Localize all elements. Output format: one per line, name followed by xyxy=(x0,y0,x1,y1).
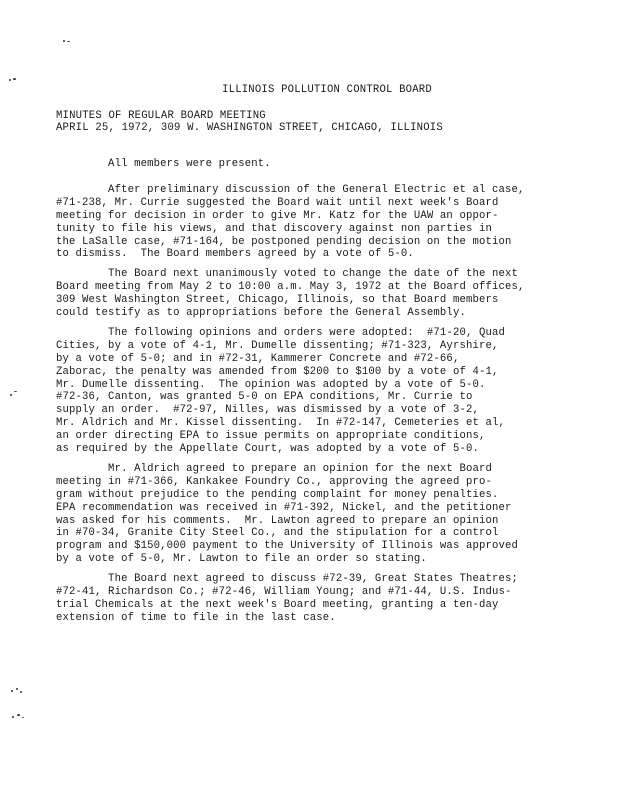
text-line: The Board next agreed to discuss #72-39, Great States Theatres; xyxy=(56,573,519,585)
text-line: the LaSalle case, #71-164, be postponed pending decision on the motion xyxy=(56,235,512,248)
text-line: Mr. Aldrich and Mr. Kissel dissenting. In #72-147, Cemeteries et al, xyxy=(56,417,506,430)
scan-speck xyxy=(63,40,65,42)
text-line: could testify as to appropriations before the General Assembly. xyxy=(56,306,466,319)
text-line: tunity to file his views, and that discovery against non parties in xyxy=(56,222,492,235)
text-line: extension of time to file in the last case. xyxy=(56,611,336,624)
text-line: 309 West Washington Street, Chicago, Illinois, so that Board members xyxy=(56,293,499,306)
scan-speck xyxy=(10,394,12,396)
text-line: Mr. Aldrich agreed to prepare an opinion for the next Board xyxy=(56,463,492,475)
paragraph-next-week-discussion xyxy=(56,573,576,625)
paragraph-general-electric xyxy=(56,184,576,261)
text-line: #72-36, Canton, was granted 5-0 on EPA conditions, Mr. Currie to xyxy=(56,391,473,404)
text-line: All members were present. xyxy=(56,158,271,170)
text-line: EPA recommendation was received in #71-392, Nickel, and the petitioner xyxy=(56,501,512,514)
text-line: meeting for decision in order to give Mr. Katz for the UAW an oppor- xyxy=(56,209,499,222)
text-line: gram without prejudice to the pending complaint for money penalties. xyxy=(56,488,499,501)
text-line: program and $150,000 payment to the University of Illinois was approved xyxy=(56,540,519,553)
text-line: trial Chemicals at the next week's Board meeting, granting a ten-day xyxy=(56,598,499,611)
paragraph-opinions-adopted xyxy=(56,327,576,456)
scan-speck xyxy=(14,391,17,392)
scan-speck xyxy=(20,691,22,693)
scan-speck xyxy=(22,717,24,718)
scan-speck xyxy=(17,714,20,716)
text-line: to dismiss. The Board members agreed by a vote of 5-0. xyxy=(56,248,414,261)
text-line: an order directing EPA to issue permits on appropriate conditions, xyxy=(56,430,486,443)
text-line: The following opinions and orders were adopted: #71-20, Quad xyxy=(56,327,506,339)
text-line: The Board next unanimously voted to change the date of the next xyxy=(56,268,519,280)
scan-speck xyxy=(67,41,70,42)
meeting-date-location: APRIL 25, 1972, 309 W. WASHINGTON STREET, CHICAGO, ILLINOIS xyxy=(56,122,443,134)
scan-speck xyxy=(11,690,13,692)
scan-speck xyxy=(9,79,11,81)
paragraph-attendance xyxy=(56,158,576,171)
text-line: supply an order. #72-97, Nilles, was dismissed by a vote of 3-2, xyxy=(56,404,479,417)
text-line: #71-238, Mr. Currie suggested the Board wait until next week's Board xyxy=(56,196,499,209)
text-line: Mr. Dumelle dissenting. The opinion was adopted by a vote of 5-0. xyxy=(56,378,486,391)
text-line: in #70-34, Granite City Steel Co., and the stipulation for a control xyxy=(56,527,499,540)
text-line: by a vote of 5-0, Mr. Lawton to file an order so stating. xyxy=(56,553,427,566)
scan-speck xyxy=(16,688,18,690)
document-title: ILLINOIS POLLUTION CONTROL BOARD xyxy=(222,84,432,96)
text-line: After preliminary discussion of the General Electric et al case, xyxy=(56,184,525,196)
scan-speck xyxy=(13,78,16,80)
text-line: by a vote of 5-0; and in #72-31, Kammerer Concrete and #72-66, xyxy=(56,352,460,365)
text-line: as required by the Appellate Court, was adopted by a vote of 5-0. xyxy=(56,443,479,456)
paragraph-aldrich-opinion xyxy=(56,463,576,566)
text-line: Cities, by a vote of 4-1, Mr. Dumelle dissenting; #71-323, Ayrshire, xyxy=(56,339,499,352)
text-line: Zaborac, the penalty was amended from $200 to $100 by a vote of 4-1, xyxy=(56,365,499,378)
text-line: Board meeting from May 2 to 10:00 a.m. May 3, 1972 at the Board offices, xyxy=(56,280,525,293)
scan-speck xyxy=(12,716,14,718)
minutes-heading: MINUTES OF REGULAR BOARD MEETING xyxy=(56,110,266,122)
paragraph-meeting-date-change xyxy=(56,268,576,320)
text-line: #72-41, Richardson Co.; #72-46, William Young; and #71-44, U.S. Indus- xyxy=(56,585,512,598)
text-line: was asked for his comments. Mr. Lawton agreed to prepare an opinion xyxy=(56,514,499,527)
text-line: meeting in #71-366, Kankakee Foundry Co., approving the agreed pro- xyxy=(56,475,492,488)
